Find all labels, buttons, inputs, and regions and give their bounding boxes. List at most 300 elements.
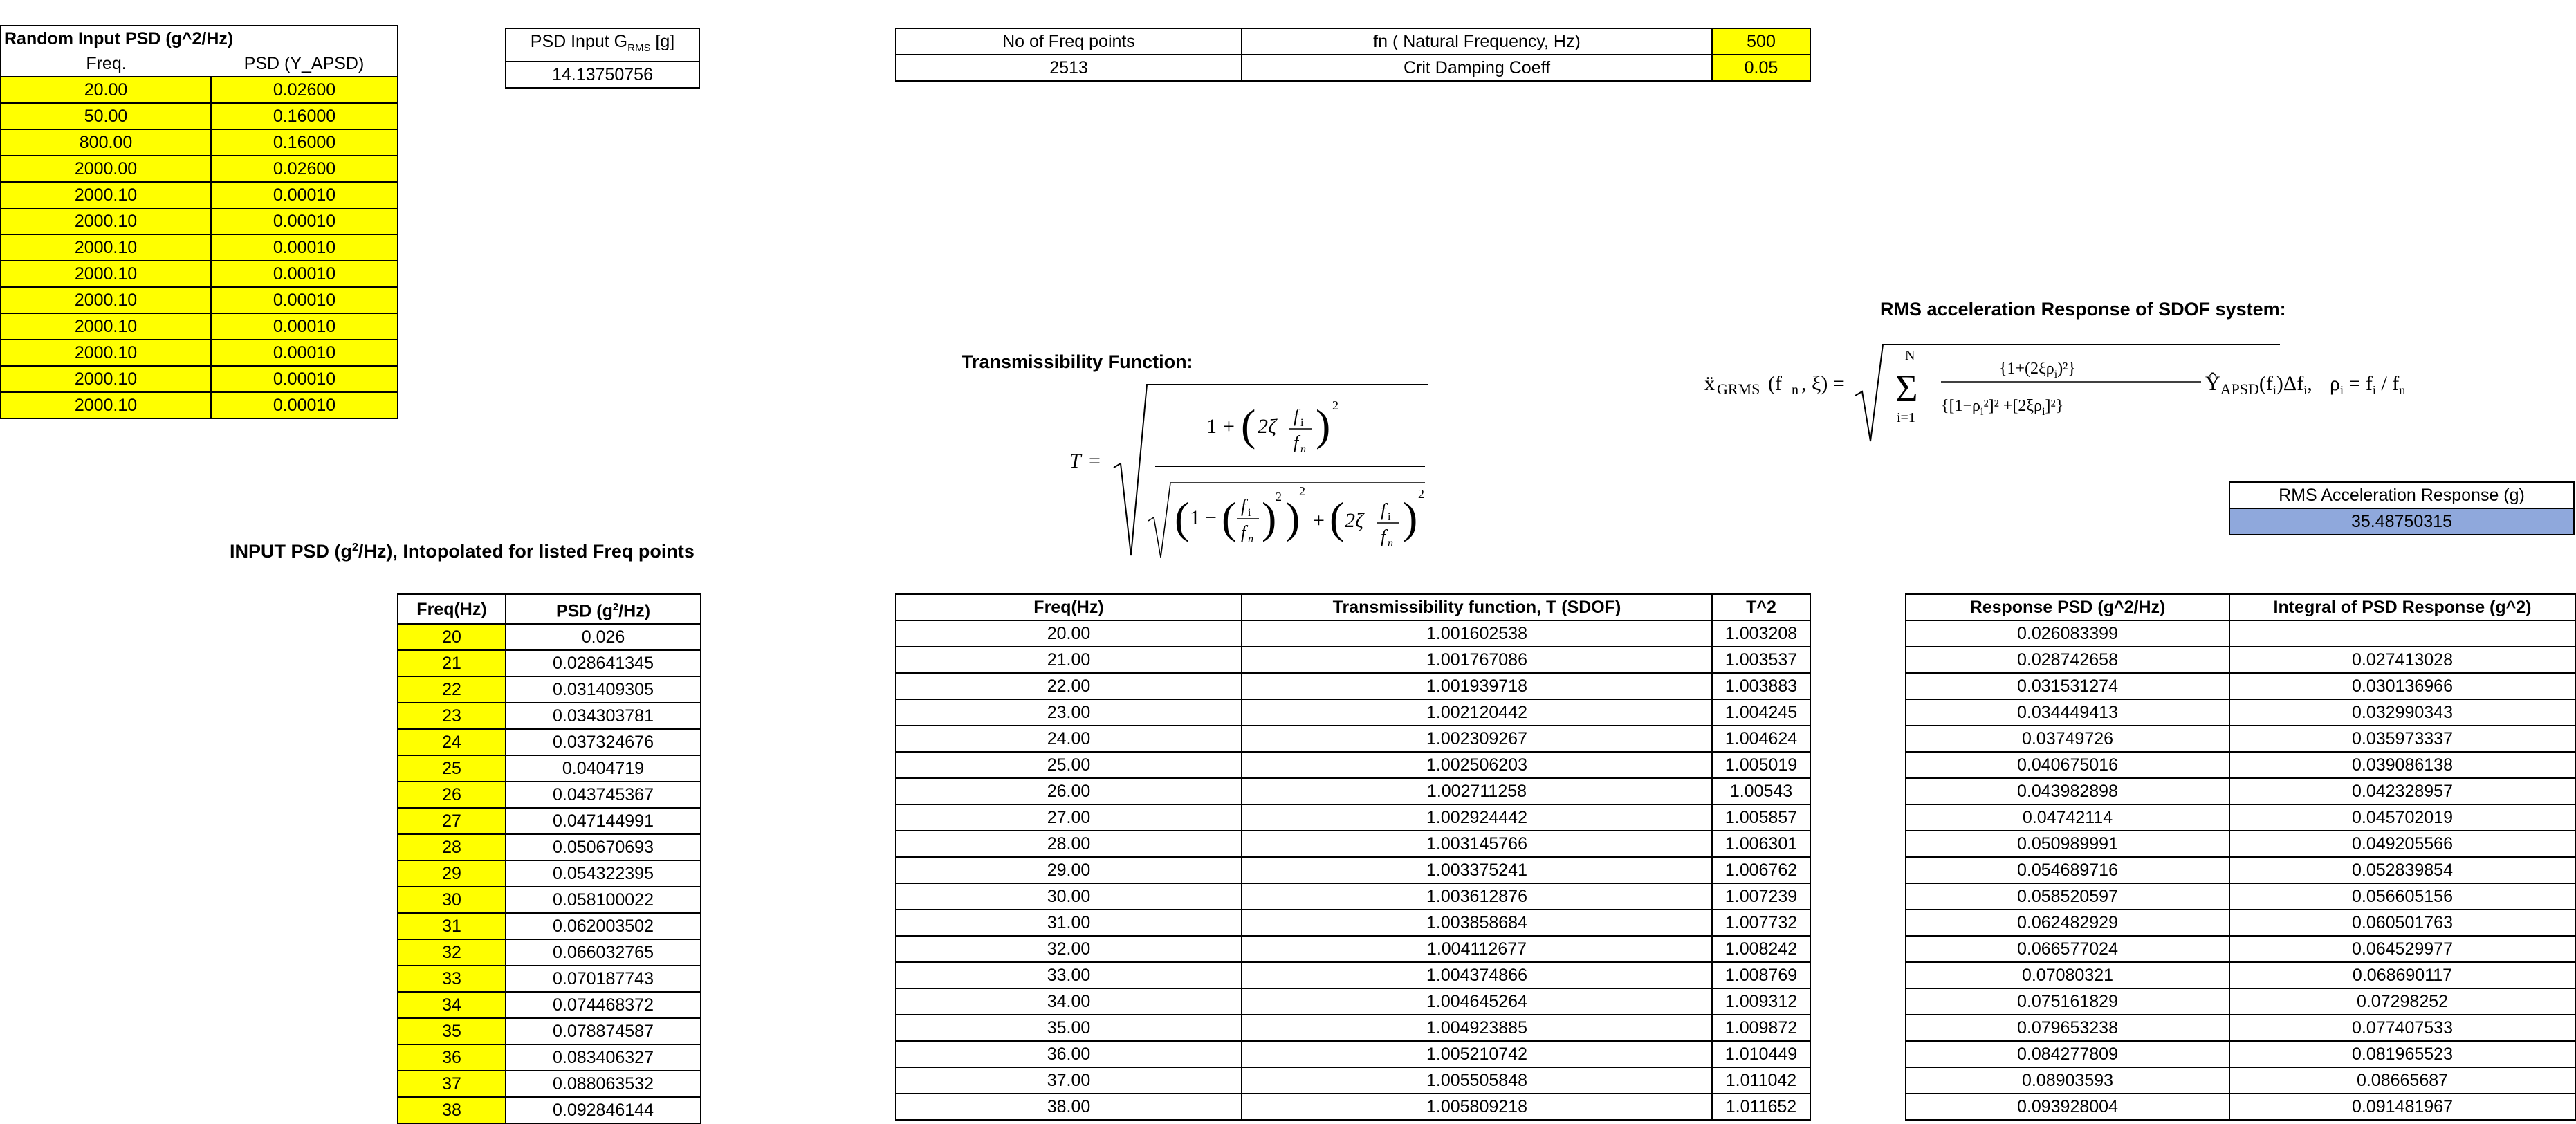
- interp-row: [398, 1018, 701, 1044]
- response-row-cell[interactable]: 0.03749726: [1906, 726, 2229, 752]
- interp-row: [398, 703, 701, 729]
- response-row-cell[interactable]: [2229, 620, 2575, 647]
- response-row: [1906, 673, 2575, 699]
- formula-t-symbol: T: [1069, 450, 1081, 472]
- trans-row-cell[interactable]: 1.009312: [1712, 988, 1810, 1015]
- grms-formula: [1702, 339, 2421, 450]
- response-row: [1906, 726, 2575, 752]
- trans-row-cell[interactable]: 1.004374866: [1242, 962, 1712, 988]
- input-psd-row-cell[interactable]: 50.00: [1, 103, 211, 129]
- interp-title: INPUT PSD $(g^2/Hz)$, Intopolated for listed Freq points: [230, 541, 694, 562]
- interp-row: [398, 755, 701, 782]
- interp-row: [398, 676, 701, 703]
- input-psd-row: [1, 182, 398, 208]
- grms-rho: $\rho_i = f_i / f_n$: [2330, 372, 2406, 397]
- interp-row-cell[interactable]: 0.050670693: [506, 834, 701, 860]
- interp-row: [398, 1097, 701, 1123]
- interp-row-cell[interactable]: 0.037324676: [506, 729, 701, 755]
- trans-row-cell[interactable]: 1.006762: [1712, 857, 1810, 883]
- trans-row: [896, 831, 1810, 857]
- trans-row: [896, 647, 1810, 673]
- trans-row-cell[interactable]: 1.004112677: [1242, 936, 1712, 962]
- trans-row-cell[interactable]: 1.004645264: [1242, 988, 1712, 1015]
- formula-t-one: 1: [1206, 415, 1217, 438]
- formula-t-plus2: +: [1313, 509, 1325, 532]
- transmissibility-title: Transmissibility Function:: [962, 351, 1193, 372]
- response-row-cell[interactable]: 0.039086138: [2229, 752, 2575, 778]
- response-row-cell[interactable]: 0.052839854: [2229, 857, 2575, 883]
- trans-rows: [896, 620, 1810, 1120]
- trans-row-cell[interactable]: 38.00: [896, 1094, 1242, 1120]
- trans-row-cell[interactable]: 1.001767086: [1242, 647, 1712, 673]
- input-psd-row-cell[interactable]: 0.00010: [211, 340, 398, 366]
- response-row-cell[interactable]: 0.040675016: [1906, 752, 2229, 778]
- response-col-psd: Response PSD (g^2/Hz): [1906, 594, 2229, 620]
- grms-lhs: ẍ: [1704, 372, 1715, 395]
- input-psd-row-cell[interactable]: 0.02600: [211, 77, 398, 103]
- trans-row-cell[interactable]: 31.00: [896, 910, 1242, 936]
- interp-row-cell[interactable]: 28: [398, 834, 506, 860]
- rms-response-title: RMS acceleration Response of SDOF system:: [1880, 299, 2286, 320]
- interp-row: [398, 729, 701, 755]
- response-row-cell[interactable]: 0.027413028: [2229, 647, 2575, 673]
- trans-row-cell[interactable]: 28.00: [896, 831, 1242, 857]
- trans-row-cell[interactable]: 1.003375241: [1242, 857, 1712, 883]
- input-psd-row-cell[interactable]: 2000.10: [1, 313, 211, 340]
- trans-row: [896, 726, 1810, 752]
- interp-row-cell[interactable]: 29: [398, 860, 506, 887]
- interp-row-cell[interactable]: 0.070187743: [506, 966, 701, 992]
- formula-t-fi3-sub: i: [1388, 511, 1391, 523]
- response-row-cell[interactable]: 0.028742658: [1906, 647, 2229, 673]
- grms-sum-bot: i=1: [1897, 410, 1915, 425]
- interp-row: [398, 860, 701, 887]
- svg-text:(: (: [1330, 493, 1345, 542]
- response-row: [1906, 988, 2575, 1015]
- input-psd-row-cell[interactable]: 0.00010: [211, 208, 398, 234]
- trans-row-cell[interactable]: 1.001939718: [1242, 673, 1712, 699]
- svg-text:(: (: [1175, 493, 1190, 542]
- input-psd-row-cell[interactable]: 0.00010: [211, 366, 398, 392]
- input-psd-row-cell[interactable]: 0.00010: [211, 313, 398, 340]
- interp-row: [398, 1044, 701, 1071]
- trans-row: [896, 936, 1810, 962]
- trans-row-cell[interactable]: 1.003145766: [1242, 831, 1712, 857]
- interp-row-cell[interactable]: 33: [398, 966, 506, 992]
- grms-args: (f: [1768, 372, 1782, 395]
- interp-row-cell[interactable]: 37: [398, 1071, 506, 1097]
- fn-label: fn ( Natural Frequency, Hz): [1242, 28, 1712, 55]
- input-psd-row-cell[interactable]: 2000.10: [1, 208, 211, 234]
- response-row: [1906, 752, 2575, 778]
- input-psd-row-cell[interactable]: 2000.10: [1, 234, 211, 261]
- trans-row-cell[interactable]: 29.00: [896, 857, 1242, 883]
- interp-row-cell[interactable]: 38: [398, 1097, 506, 1123]
- input-psd-row-cell[interactable]: 2000.10: [1, 261, 211, 287]
- response-row-cell[interactable]: 0.062482929: [1906, 910, 2229, 936]
- response-row-cell[interactable]: 0.042328957: [2229, 778, 2575, 804]
- response-row-cell[interactable]: 0.058520597: [1906, 883, 2229, 910]
- trans-row-cell[interactable]: 1.008769: [1712, 962, 1810, 988]
- trans-row-cell[interactable]: 1.003537: [1712, 647, 1810, 673]
- input-psd-row-cell[interactable]: 0.16000: [211, 129, 398, 156]
- interp-row-cell[interactable]: 0.047144991: [506, 808, 701, 834]
- interp-row: [398, 966, 701, 992]
- response-col-int: Integral of PSD Response (g^2): [2229, 594, 2575, 620]
- response-row-cell[interactable]: 0.068690117: [2229, 962, 2575, 988]
- interp-row: [398, 913, 701, 939]
- input-psd-row-cell[interactable]: 0.00010: [211, 182, 398, 208]
- trans-row: [896, 857, 1810, 883]
- freq-points-label: No of Freq points: [896, 28, 1242, 55]
- input-psd-row-cell[interactable]: 2000.10: [1, 392, 211, 418]
- response-row: [1906, 857, 2575, 883]
- formula-t-zeta2: 2ζ: [1345, 509, 1364, 532]
- input-psd-row-cell[interactable]: 2000.10: [1, 182, 211, 208]
- input-psd-row: [1, 208, 398, 234]
- trans-row-cell[interactable]: 1.002506203: [1242, 752, 1712, 778]
- response-row: [1906, 883, 2575, 910]
- trans-row-cell[interactable]: 1.003208: [1712, 620, 1810, 647]
- interp-row-cell[interactable]: 24: [398, 729, 506, 755]
- trans-row-cell[interactable]: 1.009872: [1712, 1015, 1810, 1041]
- rms-result-label: RMS Acceleration Response (g): [2229, 482, 2574, 508]
- interp-row-cell[interactable]: 22: [398, 676, 506, 703]
- freq-points-value[interactable]: 2513: [896, 55, 1242, 81]
- response-row-cell[interactable]: 0.045702019: [2229, 804, 2575, 831]
- input-psd-row: [1, 261, 398, 287]
- damping-value[interactable]: 0.05: [1712, 55, 1810, 81]
- formula-t-sq4: 2: [1418, 487, 1424, 501]
- response-row-cell[interactable]: 0.050989991: [1906, 831, 2229, 857]
- interp-col-psd: PSD $(g^2/Hz)$: [506, 594, 701, 624]
- trans-table: [895, 593, 1811, 1121]
- interp-row-cell[interactable]: 30: [398, 887, 506, 913]
- trans-row: [896, 962, 1810, 988]
- interp-row: [398, 808, 701, 834]
- response-row-cell[interactable]: 0.07298252: [2229, 988, 2575, 1015]
- interp-row-cell[interactable]: 0.058100022: [506, 887, 701, 913]
- trans-row-cell[interactable]: 21.00: [896, 647, 1242, 673]
- trans-row-cell[interactable]: 1.011042: [1712, 1067, 1810, 1094]
- trans-row-cell[interactable]: 1.005809218: [1242, 1094, 1712, 1120]
- interp-row-cell[interactable]: 31: [398, 913, 506, 939]
- interp-rows: [398, 624, 701, 1123]
- interp-row-cell[interactable]: 34: [398, 992, 506, 1018]
- trans-row-cell[interactable]: 1.003883: [1712, 673, 1810, 699]
- trans-row-cell[interactable]: 1.007732: [1712, 910, 1810, 936]
- response-row-cell[interactable]: 0.054689716: [1906, 857, 2229, 883]
- svg-text:): ): [1285, 493, 1300, 542]
- response-row: [1906, 936, 2575, 962]
- trans-row-cell[interactable]: 1.011652: [1712, 1094, 1810, 1120]
- trans-row-cell[interactable]: 1.003858684: [1242, 910, 1712, 936]
- response-row: [1906, 699, 2575, 726]
- input-psd-row: [1, 103, 398, 129]
- fn-value[interactable]: 500: [1712, 28, 1810, 55]
- response-row: [1906, 1015, 2575, 1041]
- interp-row-cell[interactable]: 32: [398, 939, 506, 966]
- trans-row-cell[interactable]: 1.002711258: [1242, 778, 1712, 804]
- trans-row-cell[interactable]: 35.00: [896, 1015, 1242, 1041]
- response-row: [1906, 620, 2575, 647]
- input-psd-row: [1, 313, 398, 340]
- grms-sum: Σ: [1895, 367, 1918, 410]
- rms-result-box: [2229, 481, 2575, 535]
- response-row-cell[interactable]: 0.064529977: [2229, 936, 2575, 962]
- trans-row-cell[interactable]: 1.004624: [1712, 726, 1810, 752]
- grms-input-box: [505, 28, 700, 89]
- response-row-cell[interactable]: 0.043982898: [1906, 778, 2229, 804]
- formula-t-fn2: f: [1241, 522, 1246, 542]
- trans-row-cell[interactable]: 1.005857: [1712, 804, 1810, 831]
- interp-row-cell[interactable]: 0.0404719: [506, 755, 701, 782]
- trans-row-cell[interactable]: 1.006301: [1712, 831, 1810, 857]
- interp-row-cell[interactable]: 0.031409305: [506, 676, 701, 703]
- trans-row: [896, 910, 1810, 936]
- svg-text:(: (: [1222, 493, 1237, 542]
- input-psd-row-cell[interactable]: 800.00: [1, 129, 211, 156]
- response-row-cell[interactable]: 0.035973337: [2229, 726, 2575, 752]
- response-table: [1905, 593, 2576, 1121]
- input-psd-row: [1, 392, 398, 418]
- trans-row-cell[interactable]: 33.00: [896, 962, 1242, 988]
- formula-t-fi1-sub: i: [1300, 417, 1304, 429]
- params-table: [895, 28, 1811, 82]
- trans-row: [896, 752, 1810, 778]
- grms-num: $\{1+(2\xi\rho_i)^2\}$: [1999, 360, 2076, 380]
- interp-row-cell[interactable]: 36: [398, 1044, 506, 1071]
- response-row-cell[interactable]: 0.04742114: [1906, 804, 2229, 831]
- trans-row-cell[interactable]: 32.00: [896, 936, 1242, 962]
- formula-t-fn1: f: [1294, 432, 1299, 452]
- trans-row-cell[interactable]: 26.00: [896, 778, 1242, 804]
- formula-t-plus: +: [1223, 415, 1235, 438]
- response-rows: [1906, 620, 2575, 1120]
- response-row-cell[interactable]: 0.091481967: [2229, 1094, 2575, 1120]
- response-row: [1906, 1067, 2575, 1094]
- interp-row-cell[interactable]: 0.092846144: [506, 1097, 701, 1123]
- interp-row: [398, 1071, 701, 1097]
- response-row-cell[interactable]: 0.077407533: [2229, 1015, 2575, 1041]
- trans-row-cell[interactable]: 1.002120442: [1242, 699, 1712, 726]
- interp-row-cell[interactable]: 0.074468372: [506, 992, 701, 1018]
- response-row-cell[interactable]: 0.08903593: [1906, 1067, 2229, 1094]
- interp-row-cell[interactable]: 0.054322395: [506, 860, 701, 887]
- input-psd-table: [0, 25, 398, 419]
- interp-psd-table: [397, 593, 701, 1124]
- response-row: [1906, 962, 2575, 988]
- interp-row-cell[interactable]: 0.062003502: [506, 913, 701, 939]
- grms-args-sub: n: [1792, 383, 1798, 398]
- response-row-cell[interactable]: 0.066577024: [1906, 936, 2229, 962]
- response-row-cell[interactable]: 0.07080321: [1906, 962, 2229, 988]
- interp-row-cell[interactable]: 20: [398, 624, 506, 650]
- trans-row-cell[interactable]: 23.00: [896, 699, 1242, 726]
- interp-col-freq: Freq(Hz): [398, 594, 506, 624]
- interp-row: [398, 887, 701, 913]
- input-psd-row-cell[interactable]: 0.16000: [211, 103, 398, 129]
- response-row-cell[interactable]: 0.030136966: [2229, 673, 2575, 699]
- response-row: [1906, 1094, 2575, 1120]
- trans-row: [896, 620, 1810, 647]
- formula-t-fi2: f: [1241, 496, 1246, 516]
- trans-col-t: Transmissibility function, T (SDOF): [1242, 594, 1712, 620]
- input-psd-row-cell[interactable]: 0.00010: [211, 287, 398, 313]
- interp-row-cell[interactable]: 0.043745367: [506, 782, 701, 808]
- trans-row-cell[interactable]: 37.00: [896, 1067, 1242, 1094]
- trans-row-cell[interactable]: 1.004245: [1712, 699, 1810, 726]
- trans-row-cell[interactable]: 36.00: [896, 1041, 1242, 1067]
- interp-row-cell[interactable]: 0.083406327: [506, 1044, 701, 1071]
- interp-row-cell[interactable]: 0.078874587: [506, 1018, 701, 1044]
- trans-row-cell[interactable]: 1.002309267: [1242, 726, 1712, 752]
- formula-t-fn3: f: [1381, 526, 1386, 546]
- formula-t-sq2: 2: [1276, 490, 1282, 504]
- response-row-cell[interactable]: 0.026083399: [1906, 620, 2229, 647]
- response-row-cell[interactable]: 0.049205566: [2229, 831, 2575, 857]
- rms-result-value[interactable]: 35.48750315: [2229, 508, 2574, 535]
- transmissibility-formula-graphic: [1065, 379, 1439, 562]
- response-row-cell[interactable]: 0.081965523: [2229, 1041, 2575, 1067]
- formula-t-eq: =: [1089, 450, 1101, 472]
- trans-col-freq: Freq(Hz): [896, 594, 1242, 620]
- trans-row-cell[interactable]: 25.00: [896, 752, 1242, 778]
- input-psd-col-psd: PSD (Y_APSD): [211, 51, 398, 77]
- input-psd-row-cell[interactable]: 2000.10: [1, 287, 211, 313]
- trans-row-cell[interactable]: 30.00: [896, 883, 1242, 910]
- formula-t-sq1: 2: [1332, 398, 1338, 412]
- interp-row-cell[interactable]: 21: [398, 650, 506, 676]
- trans-row: [896, 778, 1810, 804]
- response-row-cell[interactable]: 0.084277809: [1906, 1041, 2229, 1067]
- response-row-cell[interactable]: 0.032990343: [2229, 699, 2575, 726]
- response-row-cell[interactable]: 0.093928004: [1906, 1094, 2229, 1120]
- interp-row-cell[interactable]: 26: [398, 782, 506, 808]
- input-psd-row-cell[interactable]: 0.00010: [211, 234, 398, 261]
- formula-t-fn2-sub: n: [1248, 533, 1253, 545]
- interp-row: [398, 939, 701, 966]
- trans-col-t2: T^2: [1712, 594, 1810, 620]
- trans-row-cell[interactable]: 1.001602538: [1242, 620, 1712, 647]
- grms-sum-top: N: [1905, 348, 1915, 363]
- input-psd-title: Random Input PSD (g^2/Hz): [1, 26, 398, 51]
- interp-row: [398, 650, 701, 676]
- trans-row: [896, 699, 1810, 726]
- trans-row: [896, 1067, 1810, 1094]
- formula-t-fi3: f: [1381, 500, 1386, 520]
- input-psd-row: [1, 129, 398, 156]
- interp-row-cell[interactable]: 27: [398, 808, 506, 834]
- input-psd-row-cell[interactable]: 2000.00: [1, 156, 211, 182]
- grms-formula-graphic: [1702, 339, 2421, 450]
- trans-row-cell[interactable]: 1.005019: [1712, 752, 1810, 778]
- interp-row-cell[interactable]: 0.088063532: [506, 1071, 701, 1097]
- trans-row-cell[interactable]: 1.008242: [1712, 936, 1810, 962]
- trans-row-cell[interactable]: 1.003612876: [1242, 883, 1712, 910]
- formula-t-paren-l1: (: [1241, 400, 1256, 450]
- response-row-cell[interactable]: 0.034449413: [1906, 699, 2229, 726]
- trans-row: [896, 804, 1810, 831]
- formula-t-paren-r1: ): [1316, 400, 1331, 450]
- formula-t-one2: 1: [1190, 506, 1200, 529]
- input-psd-row-cell[interactable]: 2000.10: [1, 366, 211, 392]
- interp-row-cell[interactable]: 0.026: [506, 624, 701, 650]
- grms-den: $\{[1-\rho_i^2]^2 +[2\xi\rho_i]^2\}$: [1941, 397, 2064, 418]
- input-psd-row: [1, 340, 398, 366]
- trans-row: [896, 1015, 1810, 1041]
- trans-row: [896, 673, 1810, 699]
- trans-row-cell[interactable]: 1.007239: [1712, 883, 1810, 910]
- response-row-cell[interactable]: 0.075161829: [1906, 988, 2229, 1015]
- interp-row-cell[interactable]: 23: [398, 703, 506, 729]
- interp-row: [398, 782, 701, 808]
- response-row-cell[interactable]: 0.08665687: [2229, 1067, 2575, 1094]
- interp-row-cell[interactable]: 35: [398, 1018, 506, 1044]
- trans-row-cell[interactable]: 1.010449: [1712, 1041, 1810, 1067]
- grms-input-value[interactable]: 14.13750756: [506, 62, 699, 88]
- input-psd-rows: [1, 77, 398, 418]
- input-psd-row-cell[interactable]: 20.00: [1, 77, 211, 103]
- formula-t-fn3-sub: n: [1388, 537, 1393, 549]
- interp-row: [398, 834, 701, 860]
- trans-row-cell[interactable]: 1.00543: [1712, 778, 1810, 804]
- interp-row: [398, 624, 701, 650]
- formula-t-fn1-sub: n: [1300, 443, 1306, 455]
- trans-row-cell[interactable]: 1.004923885: [1242, 1015, 1712, 1041]
- response-row: [1906, 804, 2575, 831]
- trans-row-cell[interactable]: 20.00: [896, 620, 1242, 647]
- input-psd-row-cell[interactable]: 2000.10: [1, 340, 211, 366]
- response-row-cell[interactable]: 0.079653238: [1906, 1015, 2229, 1041]
- input-psd-row: [1, 77, 398, 103]
- response-row: [1906, 831, 2575, 857]
- formula-t-minus: −: [1205, 506, 1217, 529]
- trans-row-cell[interactable]: 1.005505848: [1242, 1067, 1712, 1094]
- input-psd-row: [1, 234, 398, 261]
- interp-row-cell[interactable]: 0.028641345: [506, 650, 701, 676]
- damping-label: Crit Damping Coeff: [1242, 55, 1712, 81]
- svg-text:): ): [1262, 493, 1277, 542]
- response-row: [1906, 910, 2575, 936]
- interp-row-cell[interactable]: 25: [398, 755, 506, 782]
- response-row-cell[interactable]: 0.060501763: [2229, 910, 2575, 936]
- trans-row-cell[interactable]: 24.00: [896, 726, 1242, 752]
- response-row-cell[interactable]: 0.056605156: [2229, 883, 2575, 910]
- input-psd-row: [1, 366, 398, 392]
- input-psd-row-cell[interactable]: 0.00010: [211, 261, 398, 287]
- interp-row: [398, 992, 701, 1018]
- trans-row-cell[interactable]: 1.002924442: [1242, 804, 1712, 831]
- input-psd-row-cell[interactable]: 0.00010: [211, 392, 398, 418]
- response-row: [1906, 647, 2575, 673]
- trans-row-cell[interactable]: 27.00: [896, 804, 1242, 831]
- grms-input-label: PSD Input $G_{RMS}$ [g]: [506, 28, 699, 62]
- trans-row-cell[interactable]: 1.005210742: [1242, 1041, 1712, 1067]
- input-psd-row-cell[interactable]: 0.02600: [211, 156, 398, 182]
- response-row: [1906, 778, 2575, 804]
- trans-row-cell[interactable]: 34.00: [896, 988, 1242, 1015]
- grms-lhs-sub: GRMS: [1717, 380, 1760, 398]
- trans-row: [896, 1094, 1810, 1120]
- trans-row-cell[interactable]: 22.00: [896, 673, 1242, 699]
- input-psd-col-freq: Freq.: [1, 51, 211, 77]
- formula-t-fi1: f: [1294, 406, 1299, 426]
- interp-row-cell[interactable]: 0.034303781: [506, 703, 701, 729]
- response-row-cell[interactable]: 0.031531274: [1906, 673, 2229, 699]
- interp-row-cell[interactable]: 0.066032765: [506, 939, 701, 966]
- transmissibility-formula: [1065, 379, 1439, 562]
